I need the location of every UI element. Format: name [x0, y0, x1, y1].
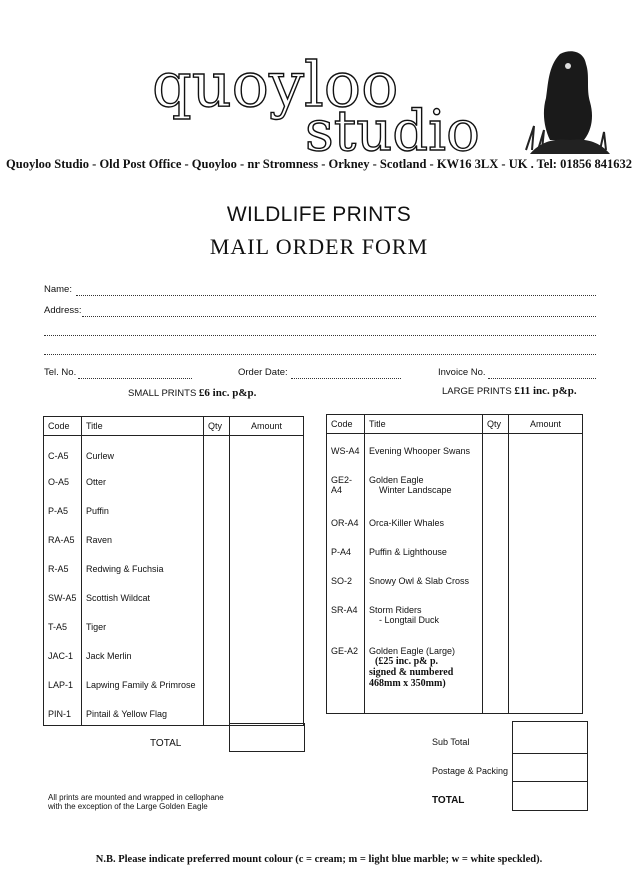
large-item-amount-cell[interactable]	[509, 463, 583, 506]
small-item-title: Curlew	[82, 436, 204, 465]
large-item-note: 468mm x 350mm)	[369, 677, 446, 689]
logo-quoyloo-text: quoyloo	[152, 58, 399, 121]
large-item-amount-cell[interactable]	[509, 636, 583, 714]
page-title: WILDLIFE PRINTS	[226, 203, 412, 226]
large-header-qty: Qty	[483, 415, 509, 434]
small-item-amount-cell[interactable]	[230, 639, 304, 668]
sub-total-label: Sub Total	[432, 737, 470, 747]
large-item-amount-cell[interactable]	[509, 593, 583, 636]
small-item-qty-cell[interactable]	[204, 552, 230, 581]
small-item-code: RA-A5	[44, 523, 82, 552]
large-item-code: WS-A4	[327, 434, 365, 463]
large-item-qty-cell[interactable]	[483, 434, 509, 463]
small-prints-amount: £6 inc. p&p.	[198, 387, 257, 399]
large-item-code: GE-A2	[327, 636, 365, 714]
small-header-title: Title	[82, 417, 204, 436]
small-item-amount-cell[interactable]	[230, 523, 304, 552]
small-item-code: T-A5	[44, 610, 82, 639]
small-item-qty-cell[interactable]	[204, 610, 230, 639]
large-item-qty-cell[interactable]	[483, 564, 509, 593]
sub-total-box[interactable]	[512, 721, 588, 754]
large-item-code: SO-2	[327, 564, 365, 593]
small-item-code: JAC-1	[44, 639, 82, 668]
large-prints-table	[326, 414, 583, 714]
order-date-label: Order Date:	[238, 367, 288, 378]
address-field-line-3[interactable]	[44, 354, 596, 355]
large-header-code: Code	[327, 415, 365, 434]
tel-label: Tel. No.	[44, 367, 77, 378]
large-item-amount-cell[interactable]	[509, 434, 583, 463]
mount-note-line-1: All prints are mounted and wrapped in cellophane	[48, 793, 224, 802]
small-item-qty-cell[interactable]	[204, 639, 230, 668]
footer-note: N.B. Please indicate preferred mount colour (c = cream; m = light blue marble; w = white speckled).	[95, 854, 543, 865]
small-header-qty: Qty	[204, 417, 230, 436]
large-item-title: Storm Riders	[369, 604, 422, 615]
large-item-note: (£25 inc. p& p.	[375, 655, 439, 667]
large-item-title: Orca-Killer Whales	[365, 506, 483, 535]
large-prints-price	[442, 385, 577, 397]
name-label: Name:	[44, 284, 72, 295]
small-item-code: C-A5	[44, 436, 82, 465]
small-prints-table	[43, 416, 304, 726]
large-item-code: P-A4	[327, 535, 365, 564]
mount-note-line-2: with the exception of the Large Golden Eagle	[48, 802, 208, 811]
address-field-line-1[interactable]	[82, 316, 596, 317]
large-item-code: GE2-A4	[327, 463, 365, 506]
large-item-title: Golden Eagle	[369, 474, 424, 485]
small-item-amount-cell[interactable]	[230, 465, 304, 494]
large-item-qty-cell[interactable]	[483, 506, 509, 535]
small-item-title: Jack Merlin	[82, 639, 204, 668]
small-total-box[interactable]	[229, 723, 305, 752]
large-item-amount-cell[interactable]	[509, 564, 583, 593]
small-item-amount-cell[interactable]	[230, 697, 304, 726]
small-item-title: Raven	[82, 523, 204, 552]
large-item-title: Evening Whooper Swans	[365, 434, 483, 463]
small-item-title: Tiger	[82, 610, 204, 639]
large-item-qty-cell[interactable]	[483, 636, 509, 714]
large-item-subtitle: Winter Landscape	[379, 484, 452, 495]
quoyloo-studio-logo	[150, 58, 510, 158]
large-header-title: Title	[365, 415, 483, 434]
large-item-title-cell	[365, 463, 483, 506]
invoice-label: Invoice No.	[438, 367, 486, 378]
small-item-code: O-A5	[44, 465, 82, 494]
grand-total-box[interactable]	[512, 781, 588, 811]
small-header-amount: Amount	[230, 417, 304, 436]
small-prints-label: SMALL PRINTS	[128, 388, 197, 399]
large-item-qty-cell[interactable]	[483, 593, 509, 636]
large-item-code: OR-A4	[327, 506, 365, 535]
large-item-subtitle: - Longtail Duck	[379, 614, 440, 625]
large-item-title-cell	[365, 636, 483, 714]
large-item-title: Puffin & Lighthouse	[365, 535, 483, 564]
small-item-amount-cell[interactable]	[230, 552, 304, 581]
mount-note	[48, 793, 224, 811]
small-item-qty-cell[interactable]	[204, 465, 230, 494]
large-item-amount-cell[interactable]	[509, 506, 583, 535]
small-item-qty-cell[interactable]	[204, 581, 230, 610]
small-prints-price	[128, 387, 256, 399]
grand-total-label: TOTAL	[432, 795, 465, 806]
large-item-qty-cell[interactable]	[483, 463, 509, 506]
small-item-title: Pintail & Yellow Flag	[82, 697, 204, 726]
large-item-qty-cell[interactable]	[483, 535, 509, 564]
small-item-code: PIN-1	[44, 697, 82, 726]
large-item-title: Golden Eagle (Large)	[369, 645, 456, 656]
postage-box[interactable]	[512, 752, 588, 782]
large-header-amount: Amount	[509, 415, 583, 434]
small-item-amount-cell[interactable]	[230, 610, 304, 639]
large-prints-label: LARGE PRINTS	[442, 386, 512, 397]
large-item-note: signed & numbered	[369, 666, 454, 678]
small-item-code: LAP-1	[44, 668, 82, 697]
small-item-title: Lapwing Family & Primrose	[82, 668, 204, 697]
order-date-field[interactable]	[291, 378, 401, 379]
page-subtitle: MAIL ORDER FORM	[209, 234, 429, 259]
logo-studio-text: studio	[305, 99, 480, 158]
small-item-code: R-A5	[44, 552, 82, 581]
small-item-qty-cell[interactable]	[204, 668, 230, 697]
small-item-qty-cell[interactable]	[204, 697, 230, 726]
large-item-title-cell	[365, 593, 483, 636]
address-line: Quoyloo Studio - Old Post Office - Quoyloo - nr Stromness - Orkney - Scotland - KW16 3LX - UK . Tel: 01856 841632	[6, 157, 632, 171]
small-item-amount-cell[interactable]	[230, 668, 304, 697]
small-item-qty-cell[interactable]	[204, 523, 230, 552]
name-field[interactable]	[76, 295, 596, 296]
small-item-qty-cell[interactable]	[204, 436, 230, 465]
small-item-amount-cell[interactable]	[230, 494, 304, 523]
small-header-code: Code	[44, 417, 82, 436]
small-item-amount-cell[interactable]	[230, 581, 304, 610]
address-field-line-2[interactable]	[44, 335, 596, 336]
small-item-title: Puffin	[82, 494, 204, 523]
large-item-amount-cell[interactable]	[509, 535, 583, 564]
tel-field[interactable]	[78, 378, 192, 379]
large-prints-amount: £11 inc. p&p.	[514, 385, 577, 397]
small-item-title: Redwing & Fuchsia	[82, 552, 204, 581]
small-item-amount-cell[interactable]	[230, 436, 304, 465]
small-item-code: SW-A5	[44, 581, 82, 610]
invoice-field[interactable]	[488, 378, 596, 379]
postage-label: Postage & Packing	[432, 766, 509, 776]
small-item-qty-cell[interactable]	[204, 494, 230, 523]
large-item-code: SR-A4	[327, 593, 365, 636]
small-total-label: TOTAL	[150, 738, 182, 749]
large-item-title: Snowy Owl & Slab Cross	[365, 564, 483, 593]
owl-illustration	[520, 46, 620, 156]
small-item-title: Otter	[82, 465, 204, 494]
small-item-title: Scottish Wildcat	[82, 581, 204, 610]
small-item-code: P-A5	[44, 494, 82, 523]
address-label: Address:	[44, 305, 82, 316]
